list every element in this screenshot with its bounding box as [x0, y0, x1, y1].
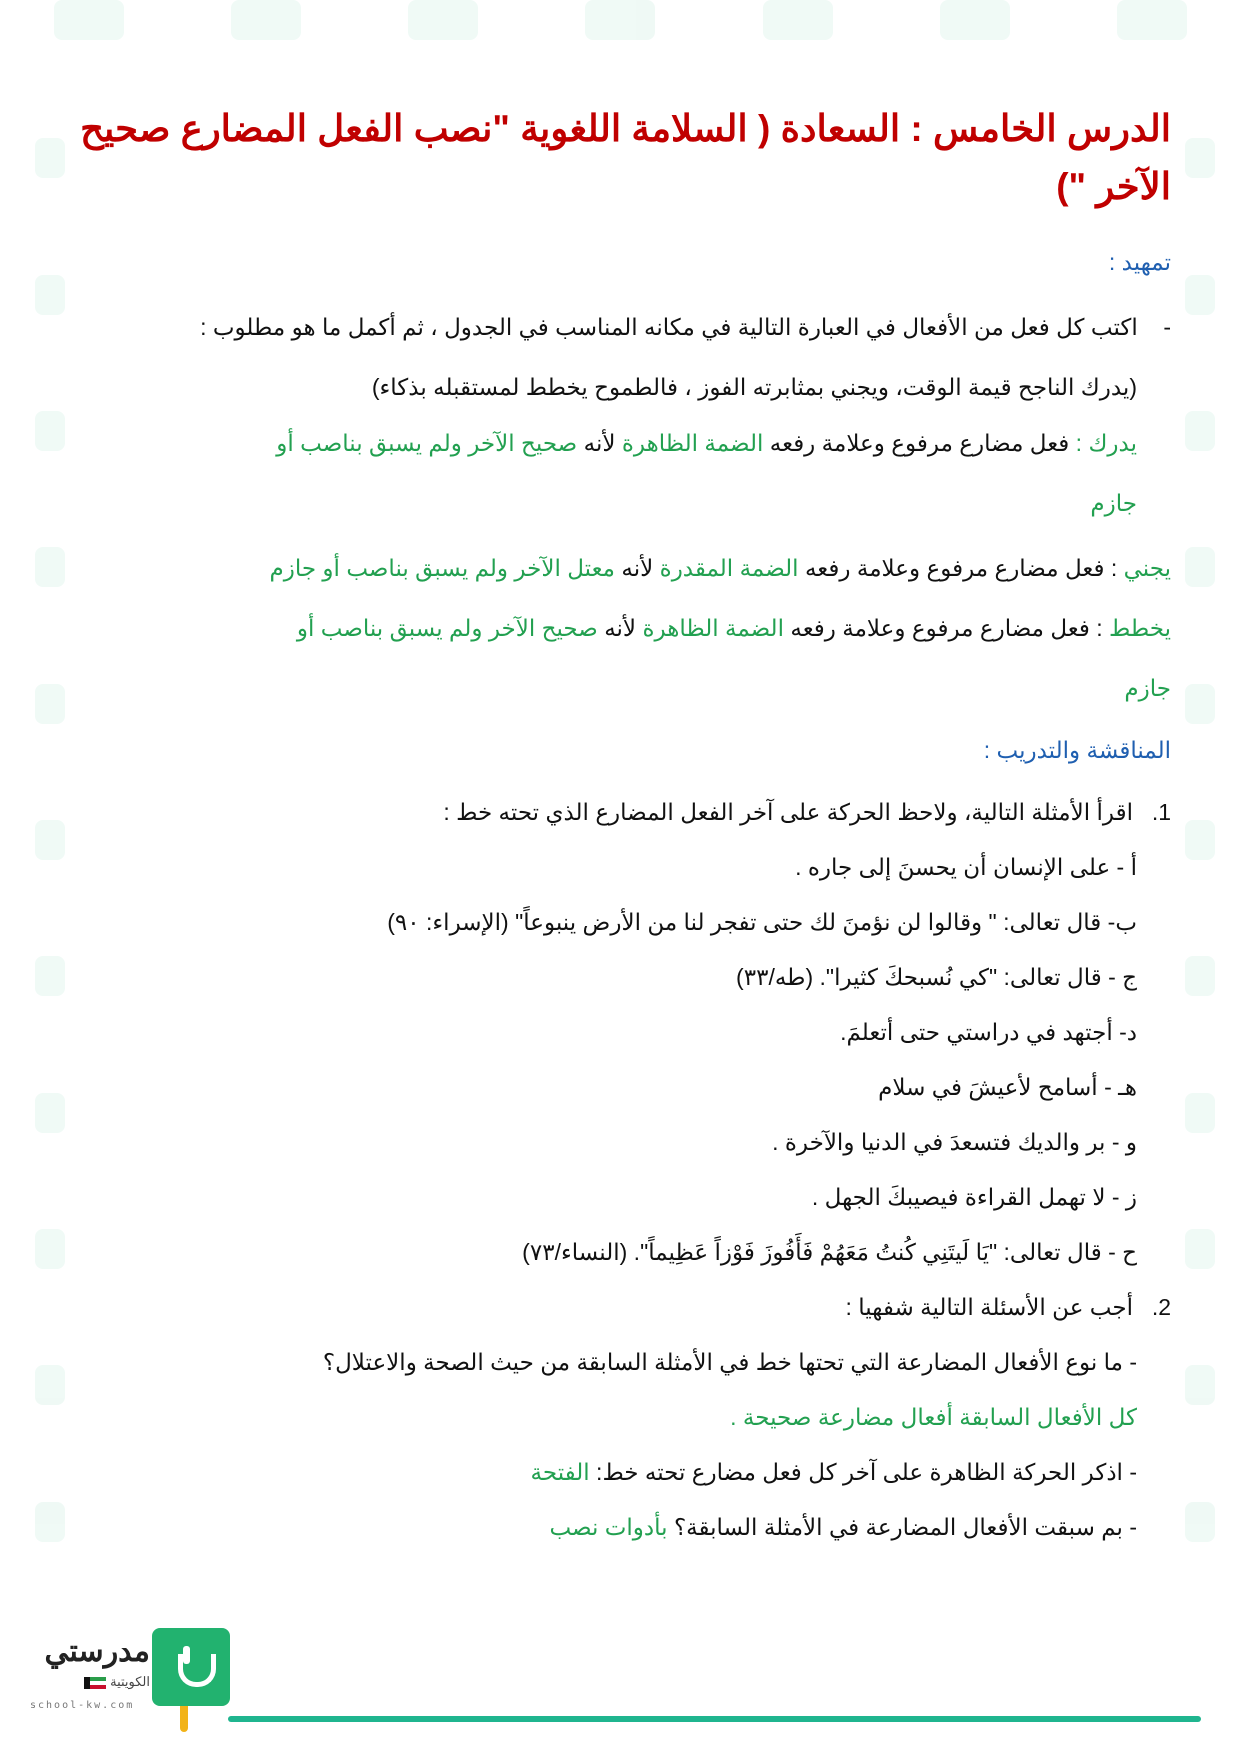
- intro-heading: تمهيد :: [1108, 249, 1171, 275]
- q2-answer: الفتحة: [530, 1459, 590, 1485]
- verb-word: يدرك :: [1075, 430, 1137, 456]
- bullet: -: [1163, 314, 1171, 340]
- lesson-title: الدرس الخامس : السعادة ( السلامة اللغوية "نصب الفعل المضارع صحيح الآخر "): [80, 108, 1171, 207]
- q2-question: - ما نوع الأفعال المضارعة التي تحتها خط في الأمثلة السابقة من حيث الصحة والاعتلال؟: [322, 1349, 1137, 1375]
- kuwait-flag-icon: [84, 1677, 106, 1689]
- verb-reason: صحيح الآخر ولم يسبق بناصب أو: [276, 430, 578, 456]
- verb-word: يخطط: [1109, 615, 1171, 641]
- q2-question: - بم سبقت الأفعال المضارعة في الأمثلة السابقة؟: [667, 1514, 1137, 1540]
- q2-answer: كل الأفعال السابقة أفعال مضارعة صحيحة .: [730, 1404, 1137, 1430]
- verb-analysis-3: [80, 613, 1171, 643]
- logo-url: school-kw.com: [30, 1700, 135, 1711]
- question-1: [80, 797, 1171, 827]
- verb-because: لأنه: [615, 555, 660, 581]
- question-number: 1.: [1151, 799, 1171, 825]
- watermark-left-column: [30, 90, 70, 1590]
- verb-analysis-1: [80, 428, 1137, 458]
- verb-sign: الضمة الظاهرة: [621, 430, 764, 456]
- verb-sign: الضمة الظاهرة: [642, 615, 784, 641]
- logo-smile-icon: [178, 1654, 216, 1687]
- intro-sentence: (يدرك الناجح قيمة الوقت، ويجني بمثابرته الفوز ، فالطموح يخطط لمستقبله بذكاء): [371, 374, 1137, 400]
- question-number: 2.: [1151, 1294, 1171, 1320]
- watermark-top-row: [0, 0, 1241, 50]
- verb-analysis-3-cont: جازم: [1124, 675, 1171, 701]
- example-g: ز - لا تهمل القراءة فيصيبكَ الجهل .: [811, 1184, 1137, 1210]
- verb-word: يجني: [1123, 555, 1171, 581]
- verb-reason: معتل الآخر ولم يسبق بناصب أو جازم: [269, 555, 615, 581]
- q2-answer: بأدوات نصب: [549, 1514, 668, 1540]
- site-logo[interactable]: [20, 1620, 220, 1740]
- watermark-right-column: [1180, 90, 1220, 1590]
- verb-desc: فعل مضارع مرفوع وعلامة رفعه: [763, 430, 1076, 456]
- question-2: [80, 1292, 1171, 1322]
- q2-item-2: [80, 1402, 1137, 1432]
- example-f: و - بر والديك فتسعدَ في الدنيا والآخرة .: [772, 1129, 1137, 1155]
- verb-desc: : فعل مضارع مرفوع وعلامة رفعه: [783, 615, 1110, 641]
- example-a: أ - على الإنسان أن يحسنَ إلى جاره .: [795, 854, 1137, 880]
- footer-divider: [228, 1716, 1201, 1722]
- verb-desc: : فعل مضارع مرفوع وعلامة رفعه: [798, 555, 1124, 581]
- q2-item-3: [80, 1457, 1137, 1487]
- example-c: ج - قال تعالى: "كي نُسبحكَ كثيرا". (طه/٣٣): [736, 964, 1137, 990]
- q2-item-4: [80, 1512, 1137, 1542]
- example-b: ب- قال تعالى: " وقالوا لن نؤمنَ لك حتى تفجر لنا من الأرض ينبوعاً" (الإسراء: ٩٠): [387, 909, 1137, 935]
- verb-because: لأنه: [577, 430, 622, 456]
- question-text: اقرأ الأمثلة التالية، ولاحظ الحركة على آخر الفعل المضارع الذي تحته خط :: [443, 799, 1133, 825]
- verb-analysis-2: [80, 553, 1171, 583]
- example-d: د- أجتهد في دراستي حتى أتعلمَ.: [840, 1019, 1137, 1045]
- logo-pencil-icon: [180, 1706, 188, 1732]
- logo-name: مدرستي: [44, 1635, 150, 1668]
- example-h: ح - قال تعالى: "يَا لَيتَنِي كُنتُ مَعَهُمْ فَأَفُوزَ فَوْزاً عَظِيماً". (النساء/٧٣): [522, 1239, 1137, 1265]
- verb-sign: الضمة المقدرة: [659, 555, 799, 581]
- discussion-heading: المناقشة والتدريب :: [983, 737, 1171, 763]
- intro-instruction: [80, 312, 1171, 342]
- verb-reason: صحيح الآخر ولم يسبق بناصب أو: [296, 615, 598, 641]
- verb-analysis-1-cont: جازم: [1090, 490, 1137, 516]
- q2-question: - اذكر الحركة الظاهرة على آخر كل فعل مضارع تحته خط:: [589, 1459, 1137, 1485]
- q2-item-1: [80, 1347, 1137, 1377]
- question-text: أجب عن الأسئلة التالية شفهيا :: [845, 1294, 1133, 1320]
- logo-subtitle: الكويتية: [30, 1674, 150, 1690]
- example-e: هـ - أسامح لأعيشَ في سلام: [878, 1074, 1137, 1100]
- instruction-text: اكتب كل فعل من الأفعال في العبارة التالية في مكانه المناسب في الجدول ، ثم أكمل ما هو مطلوب :: [200, 314, 1138, 340]
- verb-because: لأنه: [597, 615, 643, 641]
